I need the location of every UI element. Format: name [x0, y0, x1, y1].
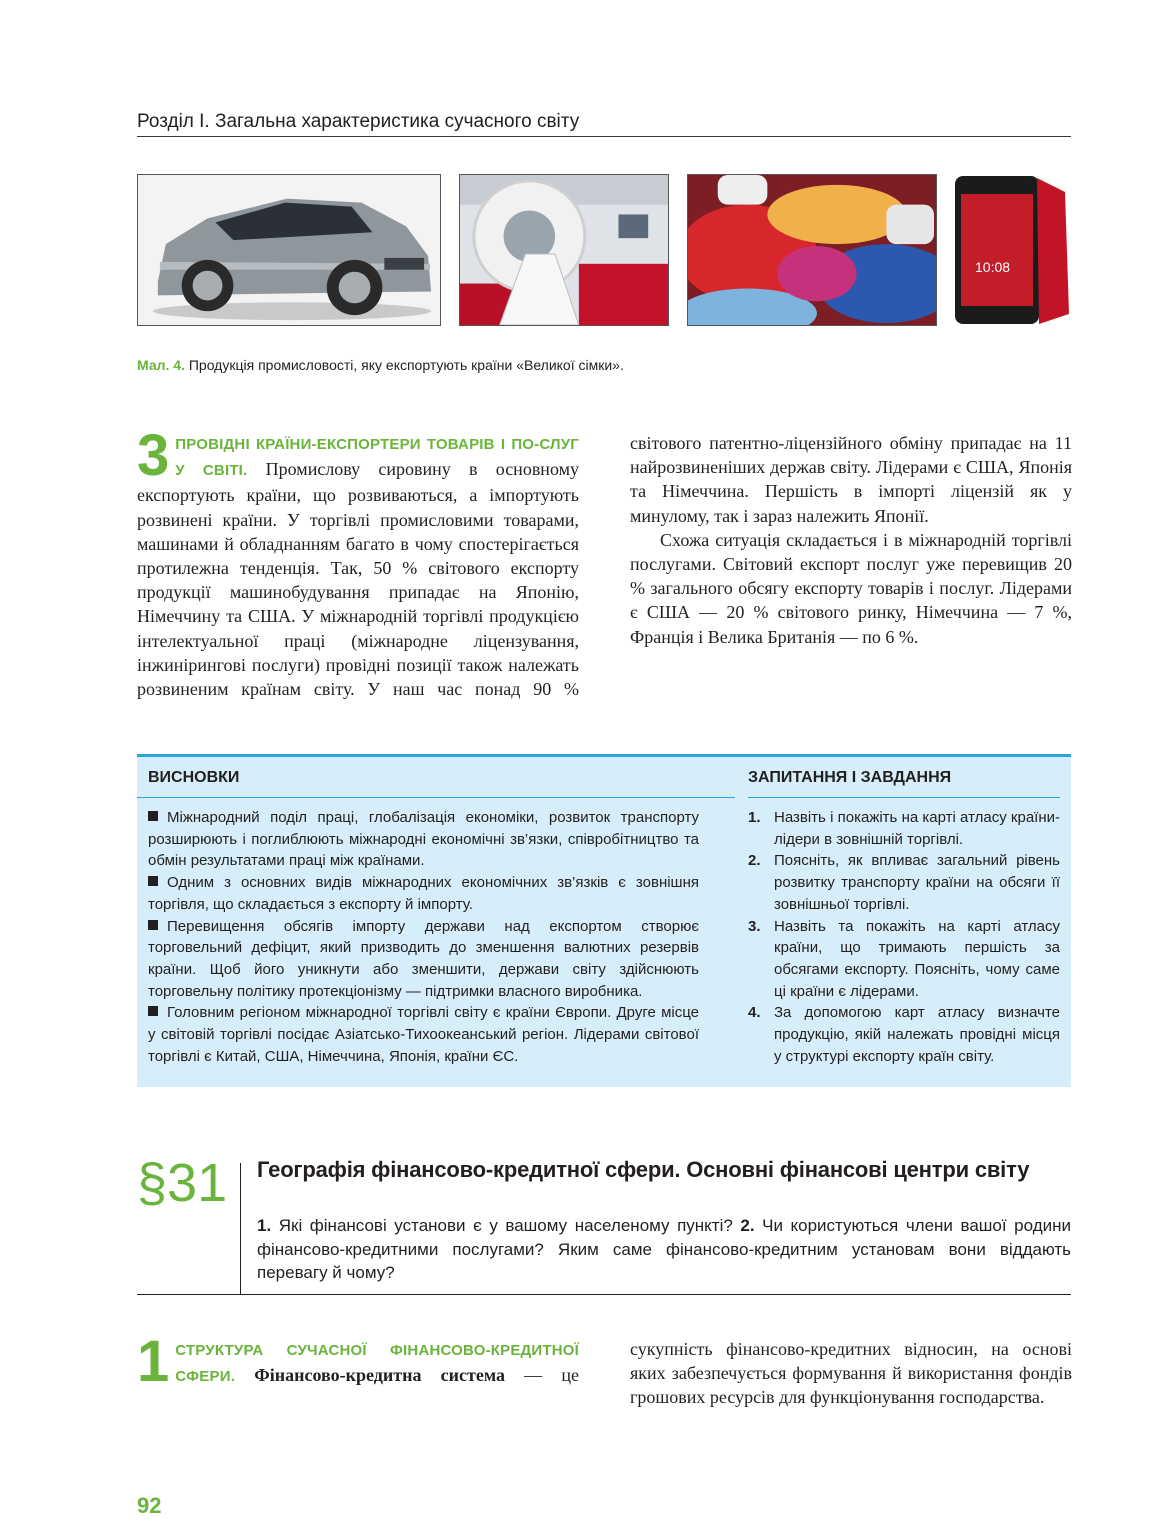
- section1-term: Фінансово-кредитна система: [254, 1365, 505, 1386]
- question-item: 2. Поясніть, як впливає загальний рівень розвитку транспорту країни на обсяги її зовнішньої торгівлі.: [748, 852, 1060, 913]
- section3-body: [137, 423, 1072, 721]
- section1-body: [137, 1329, 1072, 1412]
- conclusions-rule: [137, 797, 735, 798]
- section1-text: — це сукупність фінансово-кредитних відносин, на основі яких забезпечується формування й використання фондів грошових ресурсів для функціонування господарства.: [504, 1339, 1072, 1408]
- phone-clock: 10:08: [975, 259, 1011, 275]
- conclusions-title: ВИСНОВКИ: [148, 769, 240, 786]
- section3-heading: ПРОВІДНІ КРАЇНИ-ЕКСПОРТЕРИ ТОВАРІВ І ПО-СЛУГ У СВІТІ.: [175, 436, 579, 480]
- ct-scanner-image: [459, 174, 669, 326]
- paragraph-rule: [137, 1294, 1071, 1295]
- bullet-square-icon: [148, 920, 158, 930]
- caption-label: Мал. 4.: [137, 357, 185, 373]
- section3-para2: Схожа ситуація складається і в міжнародній торгівлі послугами. Світовий експорт послуг уже перевищив 20 % загального обсягу експорту товарів і послуг. Лідерами є США — 20 % світового ринку, Німеччина — 7 %, Франція і Велика Британія — по 6 %.: [630, 529, 1072, 647]
- conclusion-item: Головним регіоном міжнародної торгівлі світу є країни Європи. Друге місце у світовій торгівлі посідає Азіатсько-Тихоокеанський регіон. Лідерами світової торгівлі є Китай, США, Німеччина, Японія, країни ЄС.: [148, 1004, 699, 1065]
- section3-number: 3: [137, 423, 170, 488]
- bullet-square-icon: [148, 1006, 158, 1016]
- running-header: [137, 108, 1071, 137]
- paragraph-title: Географія фінансово-кредитної сфери. Основні фінансові центри світу: [257, 1157, 1030, 1182]
- conclusion-item: Перевищення обсягів імпорту держави над експортом створює торговельний дефіцит, який призводить до зменшення валютних резервів країни. Щоб його уникнути або зменшити, держави світу здійснюють торговельну політику протекціонізму — підтримки власного виробника.: [148, 917, 699, 1000]
- questions-list: [748, 807, 1060, 1067]
- section3-text: Промислову сировину в основному експортують країни, що розвиваються, а імпортують розвинені країни. У торгівлі промисловими товарами, машинами й обладнанням багато в чому спостерігається протилежна тенденція. Так, 50 % світового експорту продукції машинобудування припадає на Японію, Німеччину та США. У міжнародній торгівлі продукцією інтелектуальної праці (міжнародне ліцензування, інжинірингові послуги) провідні позиції також належать розвиненим країнам світу. У наш час понад 90 % світового патентно-ліцензійного обміну припадає на 11 найрозвиненіших держав світу. Лідерами є США, Японія та Німеччина. Першість в імпорті ліцензій як у минулому, так і зараз належить Японії.: [137, 433, 1072, 700]
- questions-rule: [748, 797, 1060, 798]
- running-header-title: Розділ І. Загальна характеристика сучасного світу: [137, 111, 580, 132]
- question-item: 1. Назвіть і покажіть на карті атласу країни-лідери в зовнішній торгівлі.: [748, 809, 1060, 848]
- pills-image: [687, 174, 937, 326]
- paragraph-questions: 1. Які фінансові установи є у вашому населеному пункті? 2. Чи користуються члени вашої родини фінансово-кредитними послугами? Яким саме фінансово-кредитним установам вони віддають перевагу й чому?: [257, 1216, 1071, 1282]
- caption-text: Продукція промисловості, яку експортують країни «Великої сімки».: [184, 357, 624, 373]
- page-number: 92: [137, 1493, 162, 1518]
- question-item: 4. За допомогою карт атласу визначте продукцію, якій належать провідні місця у структурі експорту країн світу.: [748, 1004, 1060, 1065]
- summary-box: [137, 754, 1071, 1087]
- conclusions-list: [148, 807, 699, 1067]
- paragraph-divider: [240, 1163, 241, 1294]
- questions-title: ЗАПИТАННЯ І ЗАВДАННЯ: [748, 769, 952, 786]
- conclusion-item: Міжнародний поділ праці, глобалізація економіки, розвиток транспорту розширюють і поглиблюють міжнародні економічні зв’язки, співробітництво та обмін результатами праці між країнами.: [148, 809, 699, 870]
- figure-caption: [137, 357, 624, 373]
- section1-number: 1: [137, 1329, 170, 1394]
- smartphone-image: [953, 174, 1071, 326]
- paragraph-number: §31: [137, 1153, 228, 1213]
- bullet-square-icon: [148, 876, 158, 886]
- conclusion-item: Одним з основних видів міжнародних економічних зв’язків є зовнішня торгівля, що складається з експорту й імпорту.: [148, 874, 699, 913]
- bullet-square-icon: [148, 811, 158, 821]
- section1-heading: СТРУКТУРА СУЧАСНОЇ ФІНАНСОВО-КРЕДИТНОЇ СФЕРИ.: [175, 1342, 579, 1386]
- car-image: [137, 174, 441, 326]
- question-item: 3. Назвіть та покажіть на карті атласу країни, що тримають першість за обсягами експорту. Поясніть, чому саме ці країни є лідерами.: [748, 917, 1060, 1000]
